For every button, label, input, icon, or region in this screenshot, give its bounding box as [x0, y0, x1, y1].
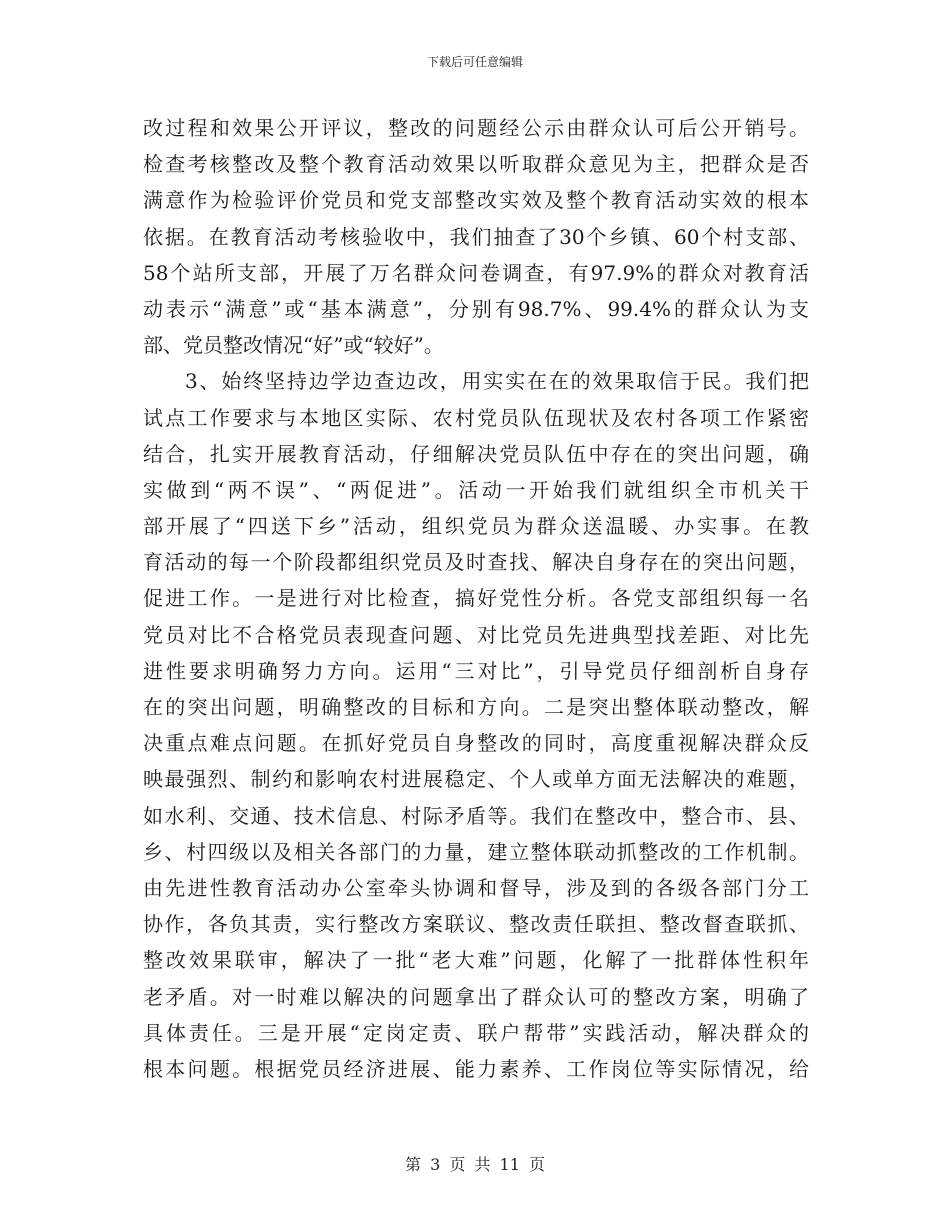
text-line: 进性要求明确努力方向。运用“三对比”，引导党员仔细剖析自身存: [143, 658, 809, 683]
text-line: 改过程和效果公开评议，整改的问题经公示由群众认可后公开销号。: [143, 116, 809, 140]
text-line: 试点工作要求与本地区实际、农村党员队伍现状及农村各项工作紧密: [143, 405, 809, 430]
text-line: 检查考核整改及整个教育活动效果以听取群众意见为主，把群众是否: [143, 152, 809, 177]
text-line: 育活动的每一个阶段都组织党员及时查找、解决自身存在的突出问题，: [143, 550, 809, 575]
document-body: [143, 110, 809, 1087]
text-line: 根本问题。根据党员经济进展、能力素养、工作岗位等实际情况，给: [143, 1056, 809, 1081]
paragraph-end-line: 部、党员整改情况“好”或“较好”。: [143, 333, 444, 358]
text-line: 在的突出问题，明确整改的目标和方向。二是突出整体联动整改，解: [143, 695, 809, 719]
text-line: 协作，各负其责，实行整改方案联议、整改责任联担、整改督查联抓、: [143, 912, 809, 937]
text-line: 具体责任。三是开展“定岗定责、联户帮带”实践活动，解决群众的: [143, 1020, 809, 1045]
text-line: 乡、村四级以及相关各部门的力量，建立整体联动抓整改的工作机制。: [143, 839, 809, 864]
text-line: 动表示“满意”或“基本满意”，分别有98.7%、99.4%的群众认为支: [143, 296, 809, 321]
page-header-note: 下载后可任意编辑: [426, 55, 523, 69]
text-line: 依据。在教育活动考核验收中，我们抽查了30个乡镇、60个村支部、: [143, 224, 809, 249]
text-line: 满意作为检验评价党员和党支部整改实效及整个教育活动实效的根本: [143, 188, 809, 213]
text-line: 结合，扎实开展教育活动，仔细解决党员队伍中存在的突出问题，确: [143, 441, 809, 466]
text-line: 决重点难点问题。在抓好党员自身整改的同时，高度重视解决群众反: [143, 731, 809, 756]
text-line: 整改效果联审，解决了一批“老大难”问题，化解了一批群体性积年: [143, 948, 809, 973]
text-line: 党员对比不合格党员表现查问题、对比党员先进典型找差距、对比先: [143, 622, 809, 647]
text-line: 映最强烈、制约和影响农村进展稳定、个人或单方面无法解决的难题，: [143, 767, 809, 792]
text-line: 老矛盾。对一时难以解决的问题拿出了群众认可的整改方案，明确了: [143, 984, 809, 1009]
paragraph-start-line: 3、始终坚持边学边查边改，用实实在在的效果取信于民。我们把: [185, 369, 809, 394]
text-line: 部开展了“四送下乡”活动，组织党员为群众送温暖、办实事。在教: [143, 514, 809, 539]
page-number-footer: 第 3 页 共 11 页: [405, 1155, 545, 1174]
text-line: 促进工作。一是进行对比检查，搞好党性分析。各党支部组织每一名: [143, 586, 809, 611]
text-line: 由先进性教育活动办公室牵头协调和督导，涉及到的各级各部门分工: [143, 875, 809, 900]
text-line: 58个站所支部，开展了万名群众问卷调查，有97.9%的群众对教育活: [143, 260, 809, 285]
text-line: 如水利、交通、技术信息、村际矛盾等。我们在整改中，整合市、县、: [143, 803, 809, 828]
text-line: 实做到“两不误”、“两促进”。活动一开始我们就组织全市机关干: [143, 477, 809, 502]
